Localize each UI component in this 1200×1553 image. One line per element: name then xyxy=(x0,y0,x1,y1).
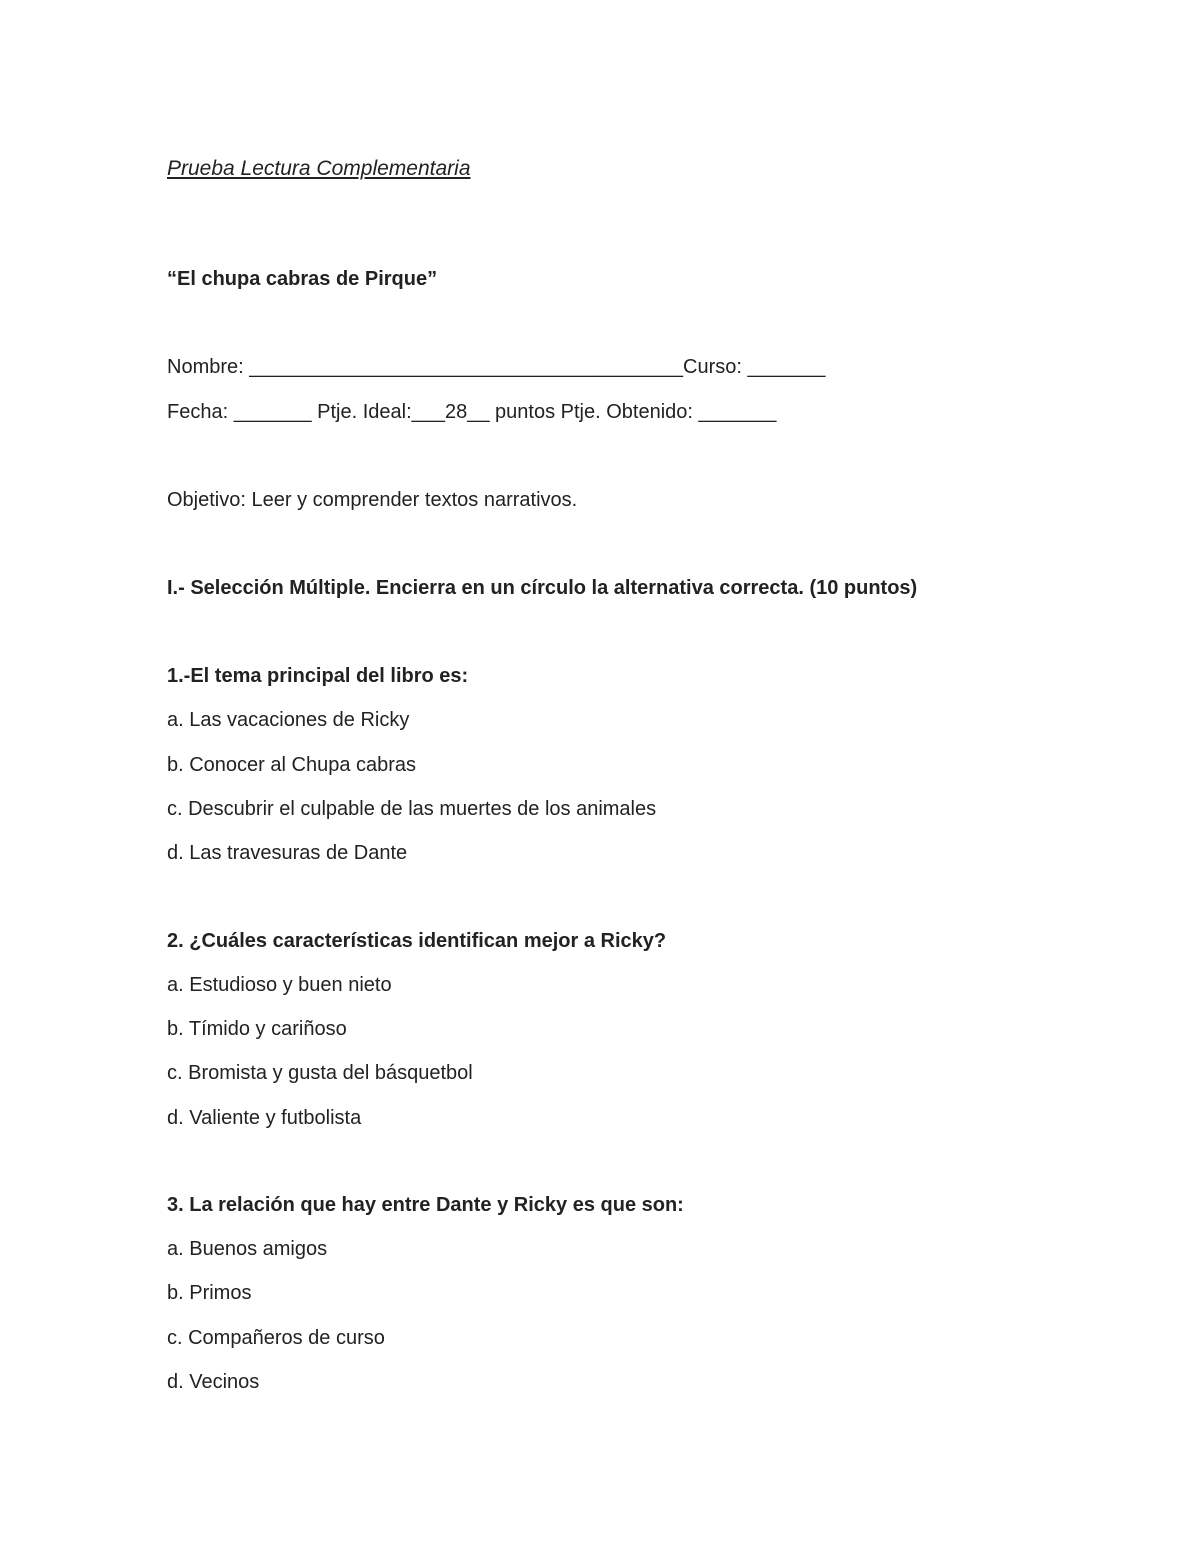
option-b: b. Primos xyxy=(167,1282,252,1304)
question-text: 2. ¿Cuáles características identifican mejor a Ricky? xyxy=(167,930,667,952)
option-d: d. Valiente y futbolista xyxy=(167,1107,362,1129)
book-title: “El chupa cabras de Pirque” xyxy=(167,268,438,290)
option-a: a. Estudioso y buen nieto xyxy=(167,974,392,996)
option-d: d. Vecinos xyxy=(167,1371,260,1393)
option-c: c. Bromista y gusta del básquetbol xyxy=(167,1062,473,1084)
question-text: 1.-El tema principal del libro es: xyxy=(167,665,469,687)
fecha-puntaje-line: Fecha: _______ Ptje. Ideal:___28__ puntos Ptje. Obtenido: _______ xyxy=(167,401,777,423)
option-d: d. Las travesuras de Dante xyxy=(167,842,408,864)
option-c: c. Compañeros de curso xyxy=(167,1327,385,1349)
document-title: Prueba Lectura Complementaria xyxy=(167,157,471,180)
option-c: c. Descubrir el culpable de las muertes de los animales xyxy=(167,798,657,820)
section-heading: I.- Selección Múltiple. Encierra en un círculo la alternativa correcta. (10 puntos) xyxy=(167,577,918,599)
question-text: 3. La relación que hay entre Dante y Ricky es que son: xyxy=(167,1194,684,1216)
objective: Objetivo: Leer y comprender textos narrativos. xyxy=(167,489,578,511)
option-b: b. Conocer al Chupa cabras xyxy=(167,754,417,776)
document-page xyxy=(167,0,1067,1553)
option-b: b. Tímido y cariñoso xyxy=(167,1018,347,1040)
option-a: a. Buenos amigos xyxy=(167,1238,328,1260)
nombre-curso-line: Nombre: _______________________________________Curso: _______ xyxy=(167,356,826,378)
option-a: a. Las vacaciones de Ricky xyxy=(167,709,410,731)
